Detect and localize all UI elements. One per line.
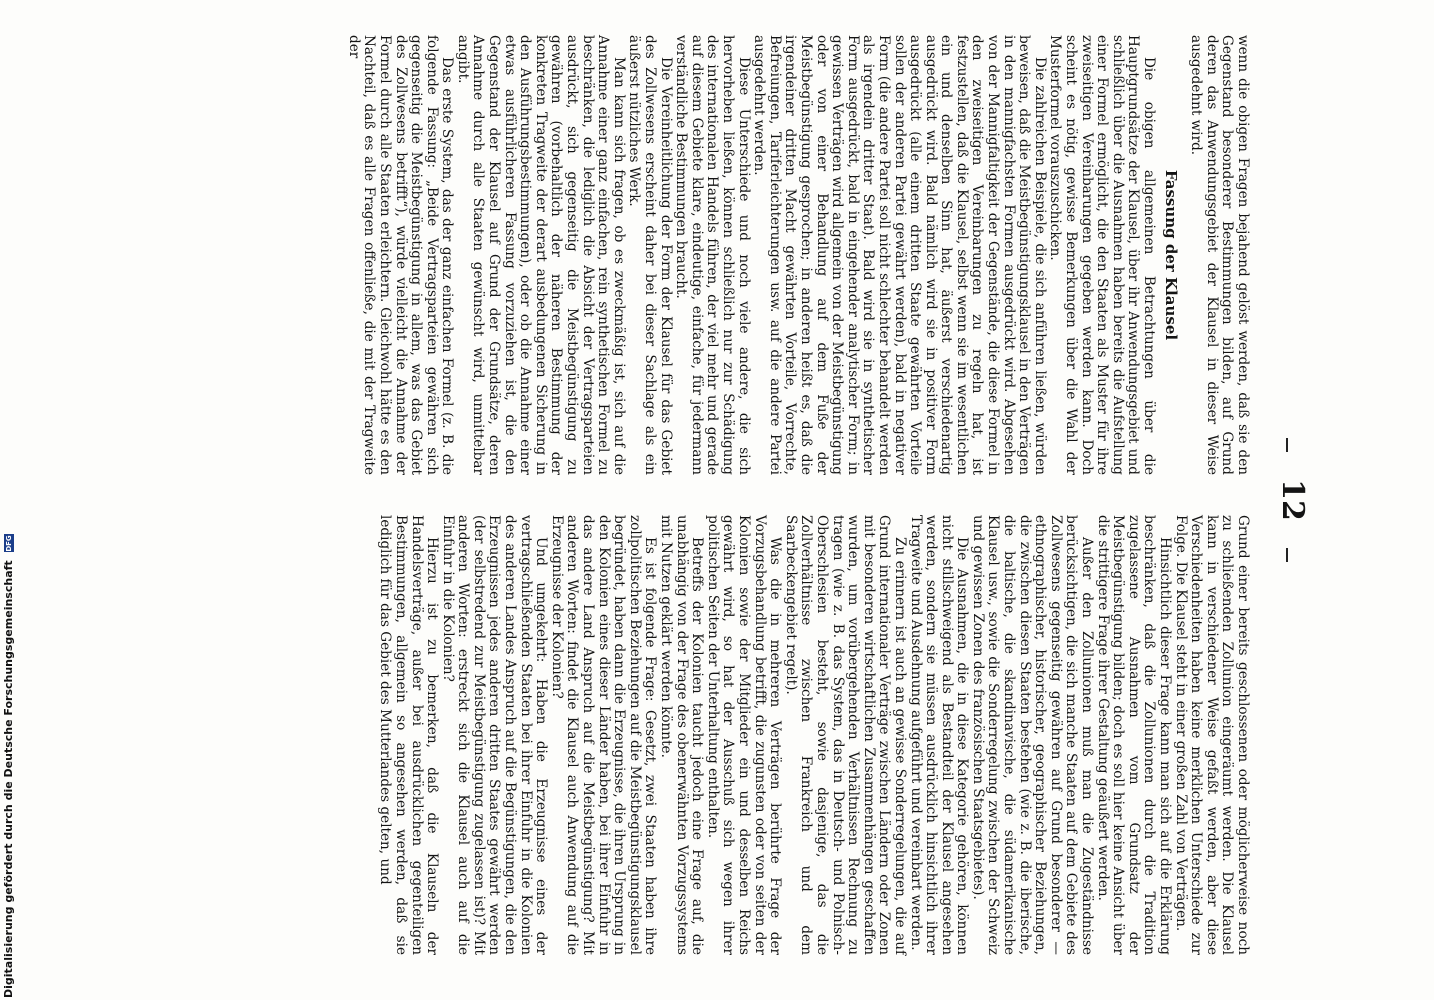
paragraph: Die Vereinheitlichung der Form der Klausel für das Gebiet des Zollwesens erscheint daher bei dieser Sachlage als ein äußerst nützliches Werk.	[626, 35, 674, 475]
paragraph: Was die in mehreren Verträgen berührte Frage der Vorzugsbehandlung betrifft, die zugunsten oder von seiten der Kolonien sowie der Mitglieder ein und desselben Reichs gewährt wird, so hat der Ausschuß sich wegen ihrer politischen Seiten der Unterhaltung enthalten.	[704, 515, 784, 955]
header-dash-left	[1287, 438, 1289, 452]
header-dash-right	[1287, 548, 1289, 562]
right-column	[377, 515, 1250, 955]
left-column	[345, 35, 1250, 475]
paragraph: Grund einer bereits geschlossenen oder möglicherweise noch zu schließenden Zollunion eingeräumt werden. Die Klausel kann in verschiedener Weise gefaßt werden, aber diese Verschiedenheiten haben keine merklichen Unterschiede zur Folge. Die Klausel steht in einer großen Zahl von Verträgen.	[1172, 515, 1251, 955]
paragraph: Man kann sich fragen, ob es zweckmäßig ist, sich auf die Annahme einer ganz einfachen, rein synthetischen Formel zu beschränken, die lediglich die Absicht der Vertragsparteien ausdrückt, sich gegenseitig die Meistbegünstigung zu gewähren (vorbehaltlich der näheren Bestimmung der konkreten Tragweite der derart ausbedungenen Sicherung in den Ausführungsbestimmungen), oder ob die Annahme einer etwas ausführlicheren Fassung vorzuziehen ist, die den Gegenstand der Klausel auf Grund der Grundsätze, deren Annahme durch alle Staaten gewünscht wird, unmittelbar angibt.	[454, 35, 627, 475]
page-number: 12	[1275, 479, 1310, 521]
paragraph: Diese Unterschiede und noch viele andere, die sich hervorheben ließen, können schließlich nur zur Schädigung des internationalen Handels führen, der viel mehr und gerade auf diesem Gebiete klare, eindeutige, einfache, für jedermann verständliche Bestimmungen braucht.	[673, 35, 752, 475]
page-header	[1270, 35, 1310, 965]
digitization-footer	[2, 8, 18, 998]
paragraph: Außer den Zollunionen muß man die Zugeständnisse berücksichtigen, die sich manche Staaten auf dem Gebiete des Zollwesens gegenseitig gewähren auf Grund besonderer — ethnographischer, historischer, geographischer Beziehungen, die zwischen diesen Staaten bestehen (wie z. B. die iberische, die baltische, die skandinavische, die südamerikanische Klausel usw., sowie die Sonderregelung zwischen der Schweiz und gewissen Zonen des französischen Staatsgebietes).	[969, 515, 1096, 955]
paragraph: wenn die obigen Fragen bejahend gelöst werden, daß sie den Gegenstand besonderer Bestimmungen bilden, auf Grund deren das Anwendungsgebiet der Klausel in dieser Weise ausgedehnt wird.	[1188, 35, 1251, 475]
paragraph: Es ist folgende Frage: Gesetzt, zwei Staaten haben ihre zollpolitischen Beziehungen auf die Meistbegünstigungsklausel begründet, haben dann die Erzeugnisse, die ihren Ursprung in den Kolonien eines dieser Länder haben, bei ihrer Einfuhr in das andere Land Anspruch auf die Meistbegünstigung? Mit anderen Worten: findet die Klausel auch Anwendung auf die Erzeugnisse der Kolonien?	[548, 515, 659, 955]
paragraph: Die Ausnahmen, die in diese Kategorie gehören, können nicht stillschweigend als Bestandteil der Klausel angesehen werden, sondern sie müssen ausdrücklich hinsichtlich ihrer Tragweite und Ausdehnung aufgeführt und vereinbart werden.	[907, 515, 971, 955]
paragraph: Hinsichtlich dieser Frage kann man sich auf die Erklärung beschränken, daß die Zollunionen durch die Tradition zugelassene Ausnahmen vom Grundsatz der Meistbegünstigung bilden; doch es soll hier keine Ansicht über die strittigere Frage ihrer Gestaltung geäußert werden.	[1094, 515, 1174, 955]
paragraph: Und umgekehrt: Haben die Erzeugnisse eines der vertragschließenden Staaten bei ihrer Einfuhr in die Kolonien des anderen Landes Anspruch auf die Begünstigungen, die den Erzeugnissen jedes anderen dritten Staates gewährt werden (der selbstredend zur Meistbegünstigung zugelassen ist)? Mit anderen Worten: erstreckt sich die Klausel auch auf die Einfuhr in die Kolonien?	[439, 515, 550, 955]
dfg-logo: DFG	[5, 535, 13, 552]
paragraph: Die obigen allgemeinen Betrachtungen über die Hauptgrundsätze der Klausel, über ihr Anwendungsgebiet und schließlich über die Ausnahmen haben bereits die Aufstellung einer Formel ermöglicht, die den Staaten als Muster für ihre zweiseitigen Vereinbarungen gegeben werden kann. Doch scheint es nötig, gewisse Bemerkungen über die Wahl der Musterformel vorauszuschicken.	[1047, 35, 1158, 475]
paragraph: Das erste System, das der ganz einfachen Formel (z. B. die folgende Fassung: „Beide Vertragsparteien gewähren sich gegenseitig die Meistbegünstigung in allem, was das Gebiet des Zollwesens betrifft“), würde vielleicht die Annahme der Formel durch alle Staaten erleichtern. Gleichwohl hätte es den Nachteil, daß es alle Fragen offenließe, die mit der Tragweite der	[345, 35, 456, 475]
paragraph: Die zahlreichen Beispiele, die sich anführen ließen, würden beweisen, daß die Meistbegünstigungsklausel in den Verträgen in den mannigfachsten Formen ausgedrückt wird. Abgesehen von der Mannigfaltigkeit der Gegenstände, die diese Formel in den zweiseitigen Vereinbarungen zu regeln hat, ist festzustellen, daß die Klausel, selbst wenn sie im wesentlichen ein und denselben Sinn hat, äußerst verschiedenartig ausgedrückt wird. Bald nämlich wird sie in positiver Form ausgedrückt (alle einem dritten Staate gewährten Vorteile sollen der anderen Partei gewährt werden), bald in negativer Form (die andere Partei soll nicht schlechter behandelt werden als irgendein dritter Staat). Bald wird sie in synthetischer Form ausgedrückt, bald in eingehender analytischer Form; in gewissen Verträgen wird allgemein von der Meistbegünstigung oder von einer Behandlung auf dem Fuße der Meistbegünstigung gesprochen; in anderen heißt es, daß die irgendeiner dritten Macht gewährten Vorteile, Vorrechte, Befreiungen, Tariferleichterungen usw. auf die andere Partei ausgedehnt werden.	[751, 35, 1048, 475]
paragraph: Hierzu ist zu bemerken, daß die Klauseln der Handelsverträge, außer bei ausdrücklichen gegenteiligen Bestimmungen, allgemein so angesehen werden, daß sie lediglich für das Gebiet des Mutterlandes gelten, und	[377, 515, 441, 955]
section-heading: Fassung der Klausel	[1161, 169, 1180, 341]
rotated-page-content	[70, 35, 1310, 965]
footer-text: Digitalisierung gefördert durch die Deutsche Forschungsgemeinschaft	[2, 560, 15, 998]
paragraph: Betreffs der Kolonien taucht jedoch eine Frage auf, die unabhängig von der Frage des obenerwähnten Vorzugssystems mit Nutzen geklärt werden könnte.	[658, 515, 706, 955]
paragraph: Zu erinnern ist auch an gewisse Sonderregelungen, die auf Grund internationaler Verträge zwischen Ländern oder Zonen mit besonderen wirtschaftlichen Zusammenhängen geschaffen wurden, um vorübergehenden Verhältnissen Rechnung zu tragen (wie z. B. das System, das in Deutsch- und Polnisch-Oberschlesien besteht, sowie dasjenige, das die Zollverhältnisse zwischen Frankreich und dem Saarbeckengebiet regelt).	[782, 515, 908, 955]
